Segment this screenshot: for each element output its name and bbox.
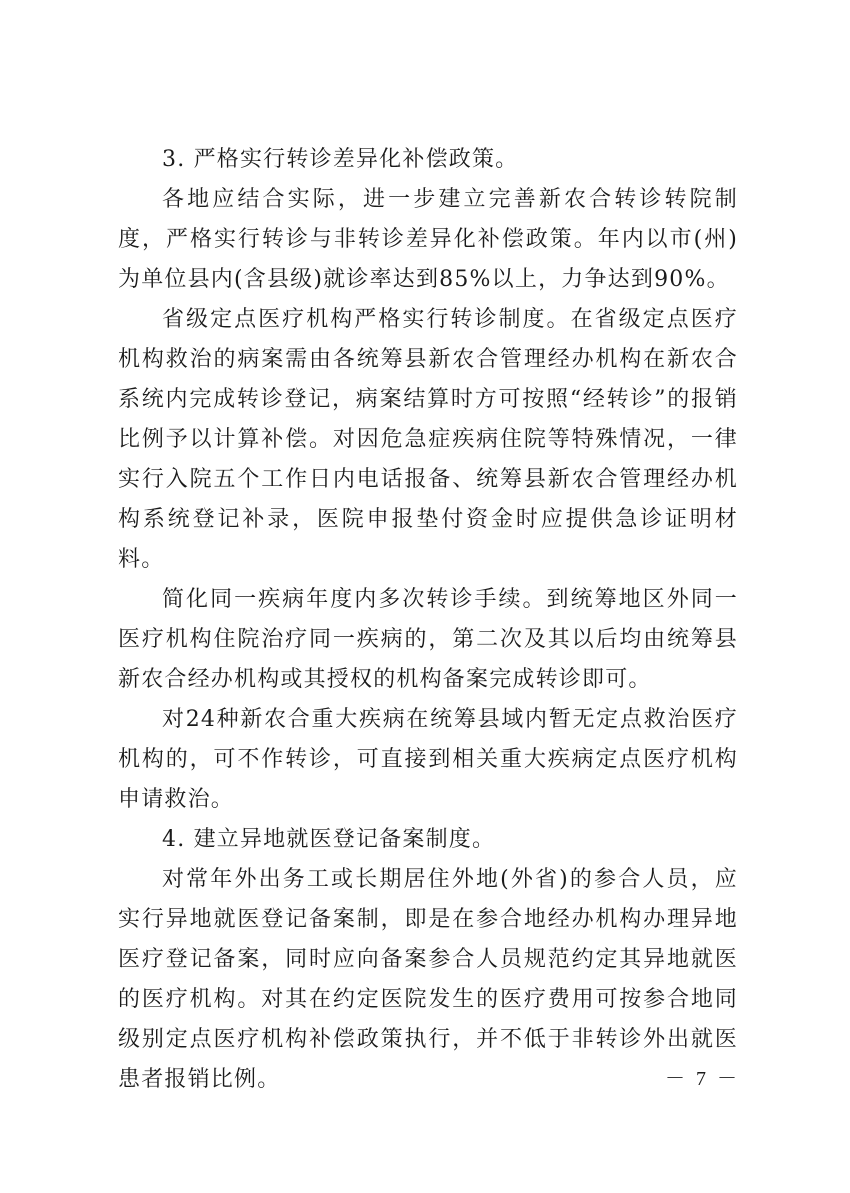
paragraph-simplified-referral: 简化同一疾病年度内多次转诊手续。到统筹地区外同一医疗机构住院治疗同一疾病的，第二次及其以后均由统筹县新农合经办机构或其授权的机构备案完成转诊即可。 (118, 587, 738, 692)
section-heading-4: 4. 建立异地就医登记备案制度。 (162, 827, 496, 852)
document-body (118, 140, 738, 1100)
paragraph-referral-system: 各地应结合实际，进一步建立完善新农合转诊转院制度，严格实行转诊与非转诊差异化补偿政策。年内以市(州)为单位县内(含县级)就诊率达到85%以上，力争达到90%。 (118, 187, 738, 292)
page-number: － 7 － (665, 1068, 740, 1090)
paragraph-provincial-referral: 省级定点医疗机构严格实行转诊制度。在省级定点医疗机构救治的病案需由各统筹县新农合管理经办机构在新农合系统内完成转诊登记，病案结算时方可按照“经转诊”的报销比例予以计算补偿。对因危急症疾病住院等特殊情况，一律实行入院五个工作日内电话报备、统筹县新农合管理经办机构系统登记补录，医院申报垫付资金时应提供急诊证明材料。 (118, 307, 738, 572)
paragraph-offsite-registration: 对常年外出务工或长期居住外地(外省)的参合人员，应实行异地就医登记备案制，即是在参合地经办机构办理异地医疗登记备案，同时应向备案参合人员规范约定其异地就医的医疗机构。对其在约定医院发生的医疗费用可按参合地同级别定点医疗机构补偿政策执行，并不低于非转诊外出就医患者报销比例。 (118, 867, 738, 1092)
paragraph-major-diseases: 对24种新农合重大疾病在统筹县域内暂无定点救治医疗机构的，可不作转诊，可直接到相关重大疾病定点医疗机构申请救治。 (118, 707, 738, 812)
section-heading-3: 3. 严格实行转诊差异化补偿政策。 (162, 147, 519, 172)
